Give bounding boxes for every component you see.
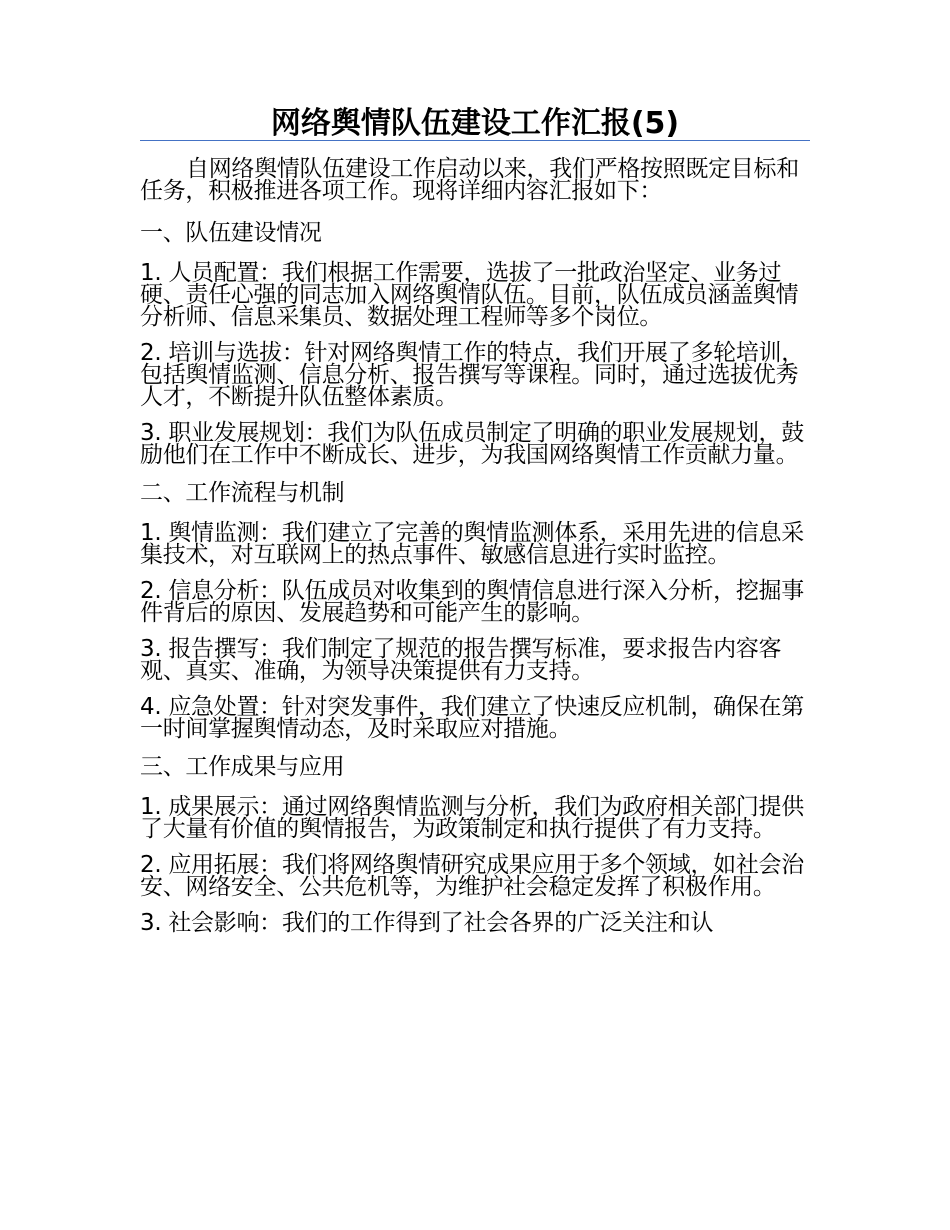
document-title: 网络舆情队伍建设工作汇报(5) — [270, 106, 680, 141]
section-3-item-3: 3. 社会影响：我们的工作得到了社会各界的广泛关注和认 — [140, 910, 714, 936]
document-body — [140, 158, 812, 948]
section-heading-team-building: 一、队伍建设情况 — [140, 220, 322, 246]
section-1-item-3: 3. 职业发展规划：我们为队伍成员制定了明确的职业发展规划，鼓励他们在工作中不断成长、进步，为我国网络舆情工作贡献力量。 — [140, 420, 804, 468]
section-2-item-3: 3. 报告撰写：我们制定了规范的报告撰写标准，要求报告内容客观、真实、准确，为领导决策提供有力支持。 — [140, 636, 782, 684]
section-heading-workflow: 二、工作流程与机制 — [140, 480, 345, 506]
section-3-item-1: 1. 成果展示：通过网络舆情监测与分析，我们为政府相关部门提供了大量有价值的舆情报告，为政策制定和执行提供了有力支持。 — [140, 794, 804, 842]
intro-paragraph: 自网络舆情队伍建设工作启动以来，我们严格按照既定目标和任务，积极推进各项工作。现将详细内容汇报如下： — [140, 156, 799, 204]
section-heading-results: 三、工作成果与应用 — [140, 754, 345, 780]
title-underline — [140, 140, 810, 141]
section-2-item-1: 1. 舆情监测：我们建立了完善的舆情监测体系，采用先进的信息采集技术，对互联网上的热点事件、敏感信息进行实时监控。 — [140, 520, 804, 568]
section-2-item-2: 2. 信息分析：队伍成员对收集到的舆情信息进行深入分析，挖掘事件背后的原因、发展趋势和可能产生的影响。 — [140, 578, 804, 626]
section-2-item-4: 4. 应急处置：针对突发事件，我们建立了快速反应机制，确保在第一时间掌握舆情动态，及时采取应对措施。 — [140, 694, 804, 742]
section-3-item-2: 2. 应用拓展：我们将网络舆情研究成果应用于多个领域，如社会治安、网络安全、公共危机等，为维护社会稳定发挥了积极作用。 — [140, 852, 804, 900]
section-1-item-1: 1. 人员配置：我们根据工作需要，选拔了一批政治坚定、业务过硬、责任心强的同志加入网络舆情队伍。目前，队伍成员涵盖舆情分析师、信息采集员、数据处理工程师等多个岗位。 — [140, 260, 799, 330]
section-1-item-2: 2. 培训与选拔：针对网络舆情工作的特点，我们开展了多轮培训，包括舆情监测、信息分析、报告撰写等课程。同时，通过选拔优秀人才，不断提升队伍整体素质。 — [140, 340, 804, 410]
